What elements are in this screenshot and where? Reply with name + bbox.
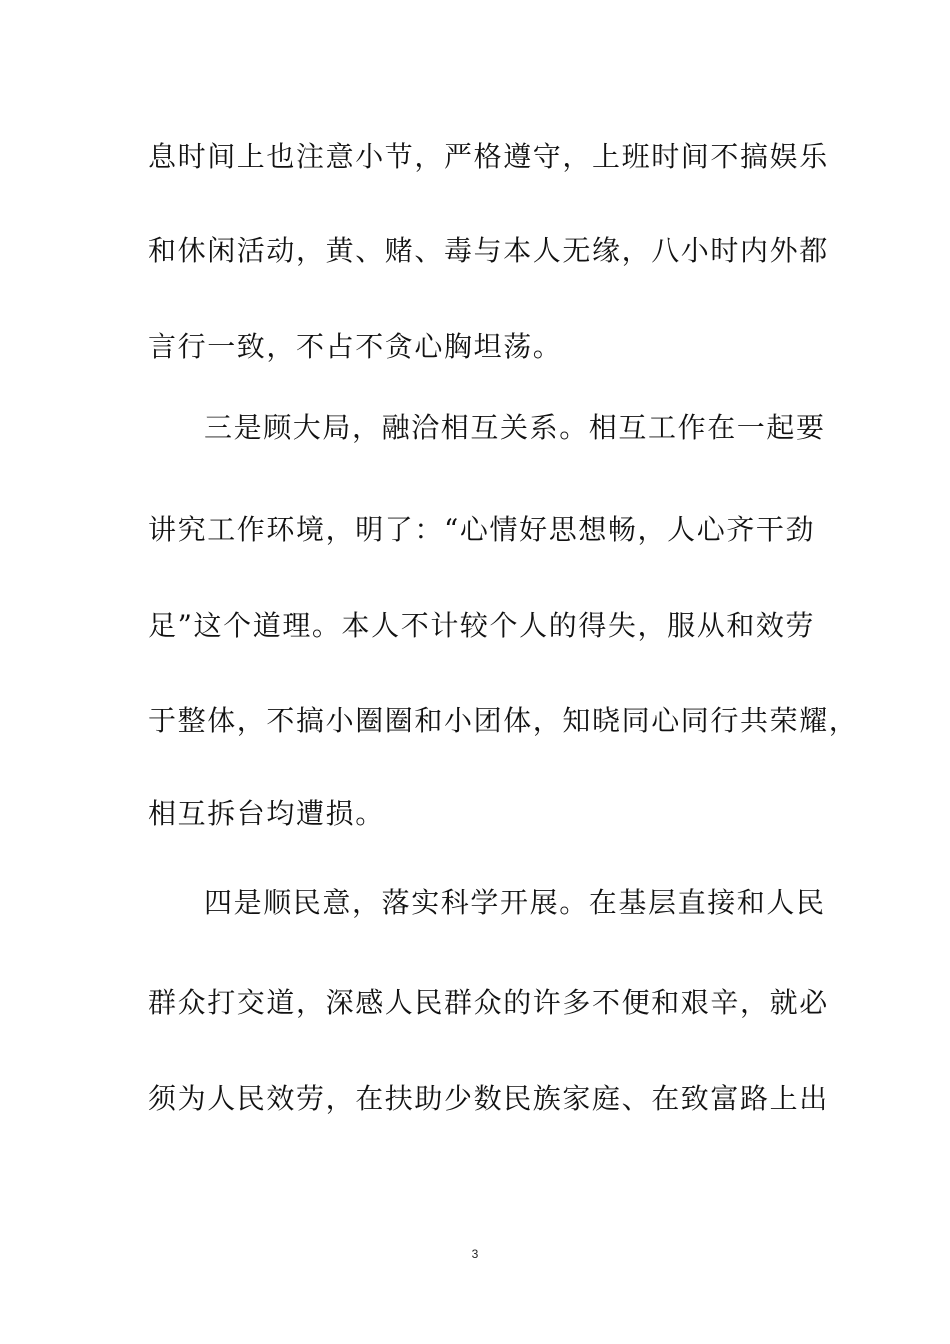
text-line: 足”这个道理。本人不计较个人的得失，服从和效劳 — [148, 609, 816, 642]
text-line: 讲究工作环境，明了：“心情好思想畅，人心齐干劲 — [148, 513, 816, 546]
text-line: 于整体，不搞小圈圈和小团体，知晓同心同行共荣耀， — [148, 704, 859, 737]
paragraph-start-line: 三是顾大局，融洽相互关系。相互工作在一起要 — [204, 411, 826, 444]
paragraph-start-line: 四是顺民意，落实科学开展。在基层直接和人民 — [204, 886, 826, 919]
text-line: 相互拆台均遭损。 — [148, 797, 385, 830]
text-line: 须为人民效劳，在扶助少数民族家庭、在致富路上出 — [148, 1082, 829, 1115]
text-line: 息时间上也注意小节，严格遵守，上班时间不搞娱乐 — [148, 140, 829, 173]
text-line: 群众打交道，深感人民群众的许多不便和艰辛，就必 — [148, 986, 829, 1019]
text-line: 言行一致，不占不贪心胸坦荡。 — [148, 330, 563, 363]
page-number: 3 — [471, 1247, 479, 1261]
text-line: 和休闲活动，黄、赌、毒与本人无缘，八小时内外都 — [148, 234, 829, 267]
